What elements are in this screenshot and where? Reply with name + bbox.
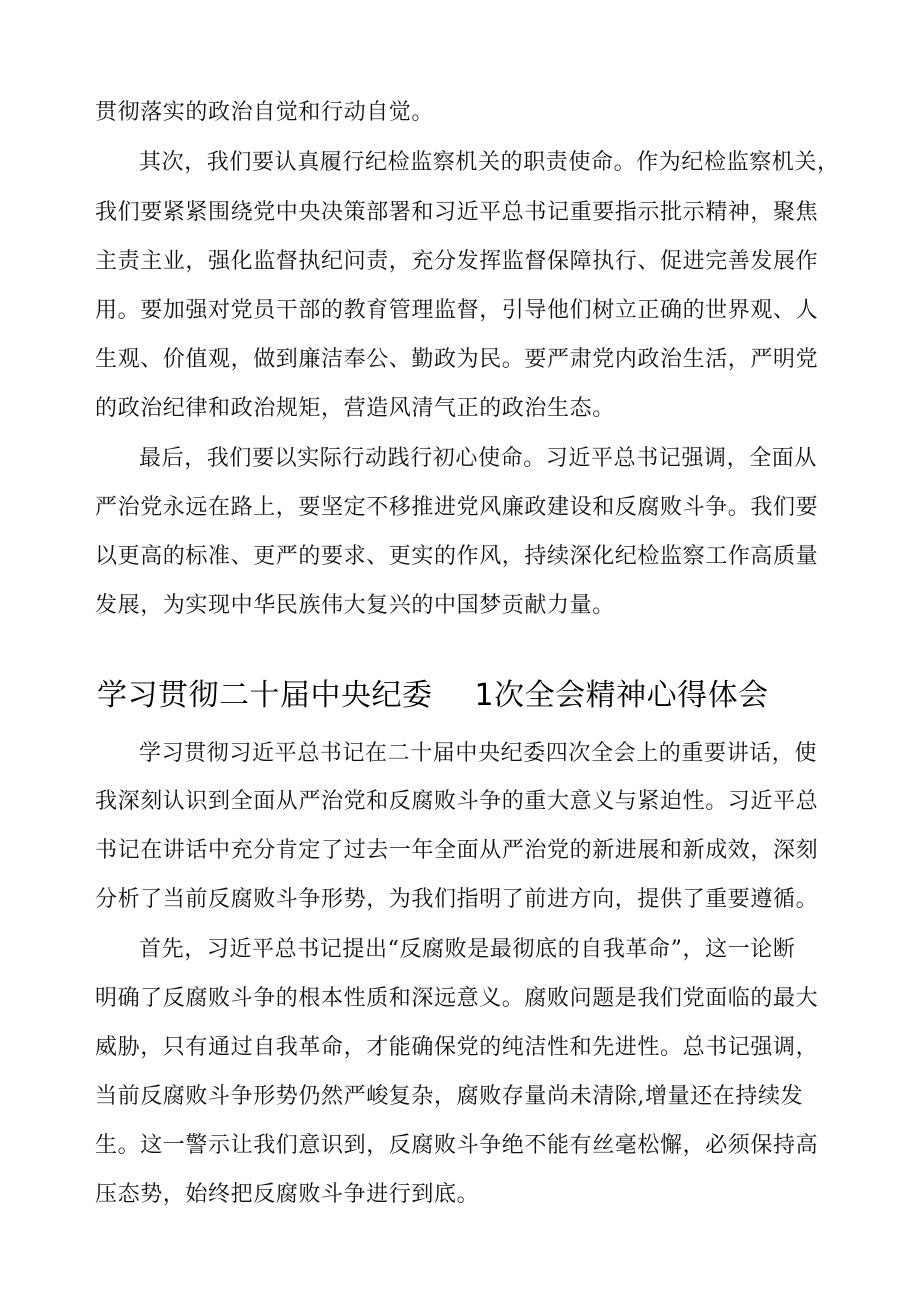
text-line: 用。要加强对党员干部的教育管理监督，引导他们树立正确的世界观、人 <box>95 298 819 323</box>
text-line: 首先，习近平总书记提出“反腐败是最彻底的自我革命”，这一论断 <box>139 937 796 962</box>
text-line: 我深刻认识到全面从严治党和反腐败斗争的重大意义与紧迫性。习近平总 <box>95 789 819 814</box>
heading-part-2: 1次全会精神心得体会 <box>474 678 769 713</box>
text-line: 明确了反腐败斗争的根本性质和深远意义。腐败问题是我们党面临的最大 <box>95 986 819 1011</box>
text-line: 学习贯彻习近平总书记在二十届中央纪委四次全会上的重要讲话，使 <box>139 741 818 766</box>
text-line: 威胁，只有通过自我革命，才能确保党的纯洁性和先进性。总书记强调， <box>95 1035 819 1060</box>
section-heading <box>97 676 769 716</box>
text-line: 压态势，始终把反腐败斗争进行到底。 <box>95 1182 480 1207</box>
text-line: 的政治纪律和政治规矩，营造风清气正的政治生态。 <box>95 396 615 421</box>
text-line: 最后，我们要以实际行动践行初心使命。习近平总书记强调，全面从 <box>139 446 818 471</box>
text-line: 以更高的标准、更严的要求、更实的作风，持续深化纪检监察工作高质量 <box>95 544 819 569</box>
text-line: 发展，为实现中华民族伟大复兴的中国梦贡献力量。 <box>95 593 615 618</box>
text-line: 我们要紧紧围绕党中央决策部署和习近平总书记重要指示批示精神，聚焦 <box>95 200 819 225</box>
text-line: 贯彻落实的政治自觉和行动自觉。 <box>95 100 435 125</box>
text-line: 严治党永远在路上，要坚定不移推进党风廉政建设和反腐败斗争。我们要 <box>95 495 819 520</box>
text-line: 分析了当前反腐败斗争形势，为我们指明了前进方向，提供了重要遵循。 <box>95 887 819 912</box>
heading-part-1: 学习贯彻二十届中央纪委 <box>97 678 433 713</box>
text-line: 书记在讲话中充分肯定了过去一年全面从严治党的新进展和新成效，深刻 <box>95 838 819 863</box>
text-line: 生。这一警示让我们意识到，反腐败斗争绝不能有丝毫松懈，必须保持高 <box>95 1133 819 1158</box>
text-line: 其次，我们要认真履行纪检监察机关的职责使命。作为纪检监察机关， <box>139 150 840 175</box>
text-line: 生观、价值观，做到廉洁奉公、勤政为民。要严肃党内政治生活，严明党 <box>95 347 819 372</box>
text-line: 主责主业，强化监督执纪问责，充分发挥监督保障执行、促进完善发展作 <box>95 249 819 274</box>
text-line: 当前反腐败斗争形势仍然严峻复杂，腐败存量尚未清除,增量还在持续发 <box>95 1084 804 1109</box>
